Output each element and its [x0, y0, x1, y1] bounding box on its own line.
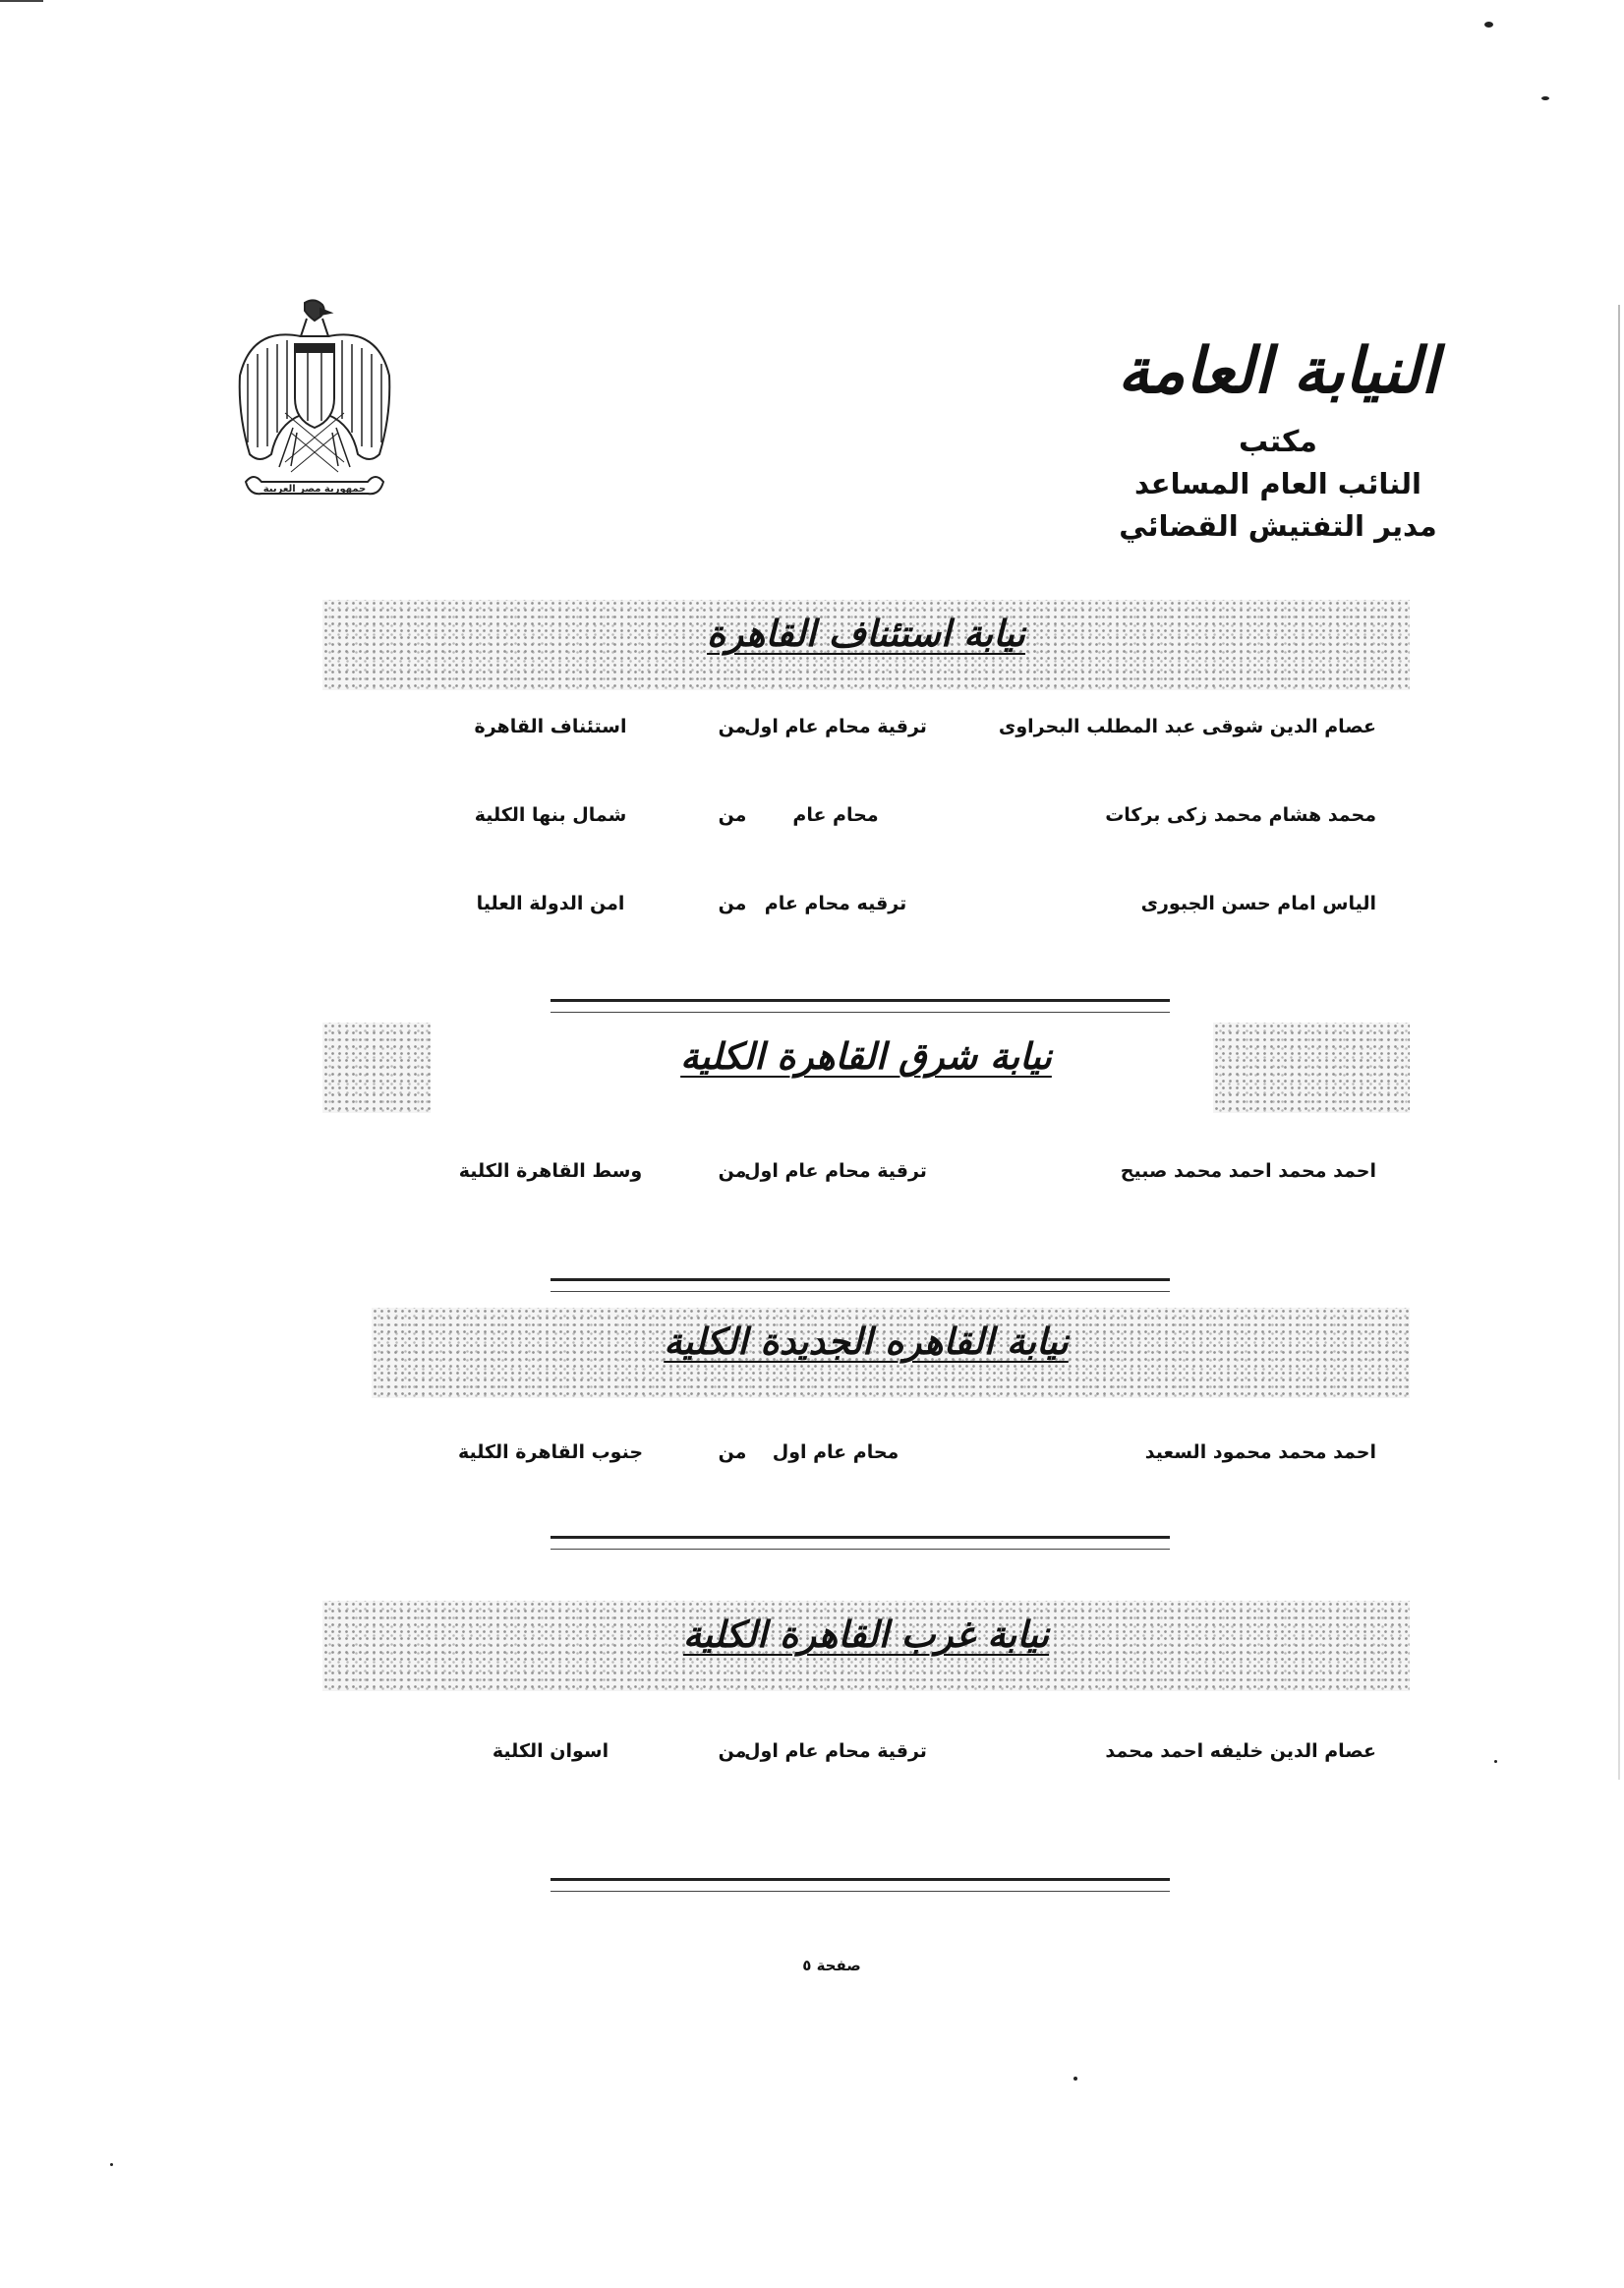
list-item [354, 804, 1376, 844]
scan-speck [1541, 96, 1549, 100]
list-item [354, 1160, 1376, 1200]
header-deputy-line: النائب العام المساعد [1134, 467, 1421, 500]
list-item [354, 1441, 1376, 1481]
section-banner-new-cairo [322, 1308, 1410, 1398]
list-item [354, 716, 1376, 755]
scan-speck [1494, 1760, 1497, 1763]
header-office-line: مكتب [1238, 425, 1318, 459]
section-title: نيابة القاهره الجديدة الكلية [664, 1320, 1069, 1363]
entry-from: من [718, 1160, 747, 1182]
entry-grade: ترقية محام عام اول [744, 716, 927, 737]
section-divider [551, 1536, 1170, 1550]
entry-from: من [718, 893, 747, 914]
list-item [354, 1740, 1376, 1780]
entry-office: وسط القاهرة الكلية [458, 1160, 643, 1182]
page-title: النيابة العامة [1117, 334, 1439, 408]
entry-from: من [718, 1441, 747, 1463]
list-item [354, 893, 1376, 932]
entry-name: الياس امام حسن الجبورى [1140, 893, 1376, 914]
entry-from: من [718, 804, 747, 826]
page-number: صفحة ٥ [802, 1957, 861, 1974]
entry-name: احمد محمد احمد محمد صبيح [1120, 1160, 1376, 1182]
section-title: نيابة شرق القاهرة الكلية [680, 1034, 1052, 1078]
scan-speck [1073, 2077, 1077, 2081]
entry-grade: ترقية محام عام اول [744, 1740, 927, 1762]
section-divider [551, 1878, 1170, 1892]
entry-from: من [718, 716, 747, 737]
section-divider [551, 1278, 1170, 1292]
entry-grade: محام عام اول [772, 1441, 899, 1463]
scan-edge-mark [1618, 305, 1620, 1780]
entry-grade: ترقيه محام عام [764, 893, 907, 914]
section-banner-west-cairo [322, 1601, 1410, 1691]
section-divider [551, 999, 1170, 1013]
header-inspection-line: مدير التفتيش القضائي [1119, 509, 1437, 543]
scan-speck [110, 2163, 113, 2166]
section-banner-east-cairo [322, 1023, 1410, 1113]
emblem-scroll-text: جمهورية مصر العربية [262, 484, 367, 495]
entry-name: احمد محمد محمود السعيد [1144, 1441, 1376, 1463]
egypt-eagle-emblem-icon [236, 295, 393, 516]
entry-office: امن الدولة العليا [476, 893, 625, 914]
section-banner-cairo-appeal [322, 600, 1410, 690]
section-title: نيابة غرب القاهرة الكلية [682, 1613, 1050, 1656]
section-title: نيابة استئناف القاهرة [707, 612, 1025, 655]
entry-from: من [718, 1740, 747, 1762]
entry-name: محمد هشام محمد زكى بركات [1105, 804, 1376, 826]
scan-speck [1484, 22, 1493, 28]
scan-corner-line [0, 0, 43, 2]
entry-office: استئناف القاهرة [474, 716, 627, 737]
entry-name: عصام الدين خليفه احمد محمد [1105, 1740, 1376, 1762]
entry-grade: محام عام [792, 804, 879, 826]
entry-office: اسوان الكلية [492, 1740, 609, 1762]
entry-name: عصام الدين شوقى عبد المطلب البحراوى [998, 716, 1376, 737]
entry-office: جنوب القاهرة الكلية [457, 1441, 644, 1463]
entry-office: شمال بنها الكلية [474, 804, 627, 826]
entry-grade: ترقية محام عام اول [744, 1160, 927, 1182]
